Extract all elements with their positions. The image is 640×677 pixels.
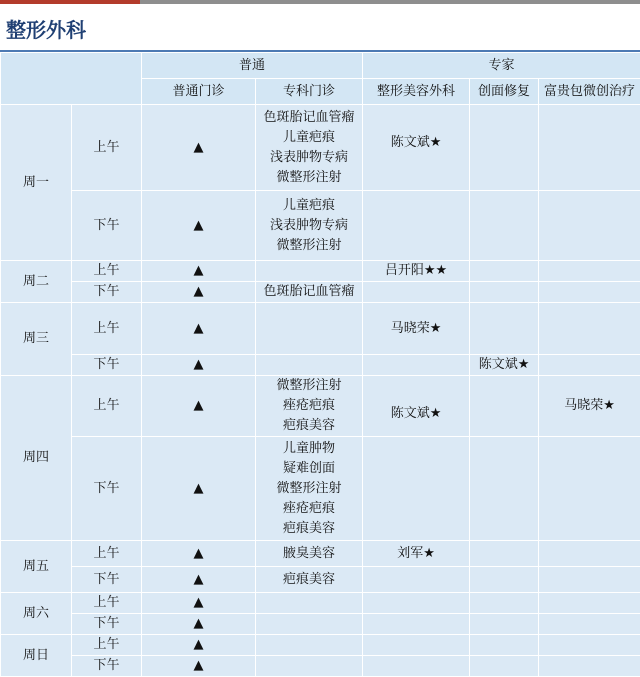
schedule-body [1, 105, 640, 677]
rich-bag-doctor: 马晓荣★ [539, 376, 640, 437]
plastic-beauty-header: 整形美容外科 [363, 79, 470, 105]
table-row [1, 635, 640, 656]
special-clinic-item: 痤疮疤痕 [256, 499, 362, 519]
table-row [1, 593, 640, 614]
table-row [1, 437, 640, 541]
rich-bag-doctor [539, 355, 640, 376]
table-row [1, 541, 640, 567]
day-label: 周六 [1, 593, 72, 635]
session-label: 下午 [72, 282, 142, 303]
table-row [1, 376, 640, 437]
special-clinic-item: 疤痕美容 [256, 519, 362, 539]
schedule-table [0, 52, 640, 677]
special-clinic-cell [256, 614, 363, 635]
special-clinic-item: 浅表肿物专病 [256, 216, 362, 236]
special-clinic-item: 疤痕美容 [256, 416, 362, 436]
general-clinic-mark: ▲ [142, 541, 256, 567]
session-label: 上午 [72, 261, 142, 282]
special-clinic-item: 儿童疤痕 [256, 128, 362, 148]
day-label: 周一 [1, 105, 72, 261]
special-clinic-cell [256, 191, 363, 261]
session-label: 上午 [72, 541, 142, 567]
wound-repair-doctor [470, 105, 539, 191]
general-clinic-mark: ▲ [142, 355, 256, 376]
special-clinic-item: 儿童疤痕 [256, 196, 362, 216]
special-clinic-item: 儿童肿物 [256, 439, 362, 459]
special-clinic-cell [256, 105, 363, 191]
general-clinic-mark: ▲ [142, 282, 256, 303]
rich-bag-doctor [539, 567, 640, 593]
plastic-beauty-doctor: 吕开阳★★ [363, 261, 470, 282]
rich-bag-doctor [539, 541, 640, 567]
special-clinic-cell [256, 282, 363, 303]
wound-repair-doctor [470, 614, 539, 635]
wound-repair-doctor [470, 656, 539, 677]
special-clinic-header: 专科门诊 [256, 79, 363, 105]
wound-repair-doctor [470, 191, 539, 261]
plastic-beauty-doctor [363, 567, 470, 593]
rich-bag-doctor [539, 191, 640, 261]
rich-bag-doctor [539, 437, 640, 541]
plastic-beauty-doctor [363, 656, 470, 677]
rich-bag-doctor [539, 105, 640, 191]
group-general-header: 普通 [142, 53, 363, 79]
day-label: 周三 [1, 303, 72, 376]
table-row [1, 261, 640, 282]
special-clinic-item: 痤疮疤痕 [256, 396, 362, 416]
session-label: 上午 [72, 635, 142, 656]
plastic-beauty-doctor [363, 437, 470, 541]
special-clinic-item: 微整形注射 [256, 376, 362, 396]
plastic-beauty-doctor [363, 614, 470, 635]
day-label: 周四 [1, 376, 72, 541]
special-clinic-cell [256, 376, 363, 437]
special-clinic-cell [256, 635, 363, 656]
rich-bag-header: 富贵包微创治疗 [539, 79, 640, 105]
table-row [1, 303, 640, 355]
general-clinic-mark: ▲ [142, 437, 256, 541]
wound-repair-header: 创面修复 [470, 79, 539, 105]
general-clinic-mark: ▲ [142, 261, 256, 282]
day-label: 周日 [1, 635, 72, 677]
plastic-beauty-doctor: 陈文斌★ [363, 105, 470, 191]
plastic-beauty-doctor [363, 355, 470, 376]
special-clinic-cell [256, 303, 363, 355]
rich-bag-doctor [539, 303, 640, 355]
session-label: 上午 [72, 105, 142, 191]
special-clinic-cell [256, 355, 363, 376]
general-clinic-mark: ▲ [142, 105, 256, 191]
wound-repair-doctor [470, 437, 539, 541]
general-clinic-mark: ▲ [142, 191, 256, 261]
special-clinic-cell [256, 656, 363, 677]
plastic-beauty-doctor [363, 282, 470, 303]
table-row [1, 656, 640, 677]
plastic-beauty-doctor [363, 635, 470, 656]
special-clinic-item: 疑难创面 [256, 459, 362, 479]
session-label: 下午 [72, 437, 142, 541]
special-clinic-cell [256, 567, 363, 593]
plastic-beauty-doctor: 刘军★ [363, 541, 470, 567]
session-label: 下午 [72, 567, 142, 593]
session-label: 上午 [72, 593, 142, 614]
special-clinic-item: 微整形注射 [256, 479, 362, 499]
session-label: 上午 [72, 376, 142, 437]
wound-repair-doctor [470, 541, 539, 567]
table-row [1, 567, 640, 593]
rich-bag-doctor [539, 656, 640, 677]
special-clinic-item: 色斑胎记血管瘤 [256, 282, 362, 302]
top-bar-accent [0, 0, 140, 4]
general-clinic-mark: ▲ [142, 656, 256, 677]
general-clinic-mark: ▲ [142, 614, 256, 635]
table-row [1, 355, 640, 376]
wound-repair-doctor [470, 376, 539, 437]
table-row [1, 191, 640, 261]
day-label: 周二 [1, 261, 72, 303]
day-label: 周五 [1, 541, 72, 593]
wound-repair-doctor: 陈文斌★ [470, 355, 539, 376]
group-expert-header: 专家 [363, 53, 640, 79]
session-label: 下午 [72, 191, 142, 261]
general-clinic-mark: ▲ [142, 635, 256, 656]
special-clinic-cell [256, 541, 363, 567]
plastic-beauty-doctor [363, 593, 470, 614]
wound-repair-doctor [470, 567, 539, 593]
general-clinic-mark: ▲ [142, 376, 256, 437]
special-clinic-item: 腋臭美容 [256, 544, 362, 564]
general-clinic-mark: ▲ [142, 593, 256, 614]
special-clinic-item: 疤痕美容 [256, 570, 362, 590]
general-clinic-mark: ▲ [142, 303, 256, 355]
special-clinic-cell [256, 437, 363, 541]
rich-bag-doctor [539, 614, 640, 635]
special-clinic-item: 微整形注射 [256, 236, 362, 256]
session-label: 下午 [72, 614, 142, 635]
plastic-beauty-doctor: 陈文斌★ [363, 376, 470, 437]
wound-repair-doctor [470, 282, 539, 303]
corner-cell [1, 53, 142, 105]
top-bar [0, 0, 640, 4]
rich-bag-doctor [539, 635, 640, 656]
rich-bag-doctor [539, 261, 640, 282]
wound-repair-doctor [470, 303, 539, 355]
plastic-beauty-doctor [363, 191, 470, 261]
special-clinic-item: 色斑胎记血管瘤 [256, 108, 362, 128]
table-row [1, 282, 640, 303]
special-clinic-cell [256, 261, 363, 282]
special-clinic-cell [256, 593, 363, 614]
wound-repair-doctor [470, 635, 539, 656]
wound-repair-doctor [470, 593, 539, 614]
rich-bag-doctor [539, 282, 640, 303]
special-clinic-item: 浅表肿物专病 [256, 148, 362, 168]
page-title: 整形外科 [6, 14, 86, 43]
special-clinic-item: 微整形注射 [256, 168, 362, 188]
session-label: 下午 [72, 355, 142, 376]
session-label: 下午 [72, 656, 142, 677]
general-clinic-header: 普通门诊 [142, 79, 256, 105]
rich-bag-doctor [539, 593, 640, 614]
session-label: 上午 [72, 303, 142, 355]
table-row [1, 105, 640, 191]
table-row [1, 614, 640, 635]
plastic-beauty-doctor: 马晓荣★ [363, 303, 470, 355]
general-clinic-mark: ▲ [142, 567, 256, 593]
wound-repair-doctor [470, 261, 539, 282]
